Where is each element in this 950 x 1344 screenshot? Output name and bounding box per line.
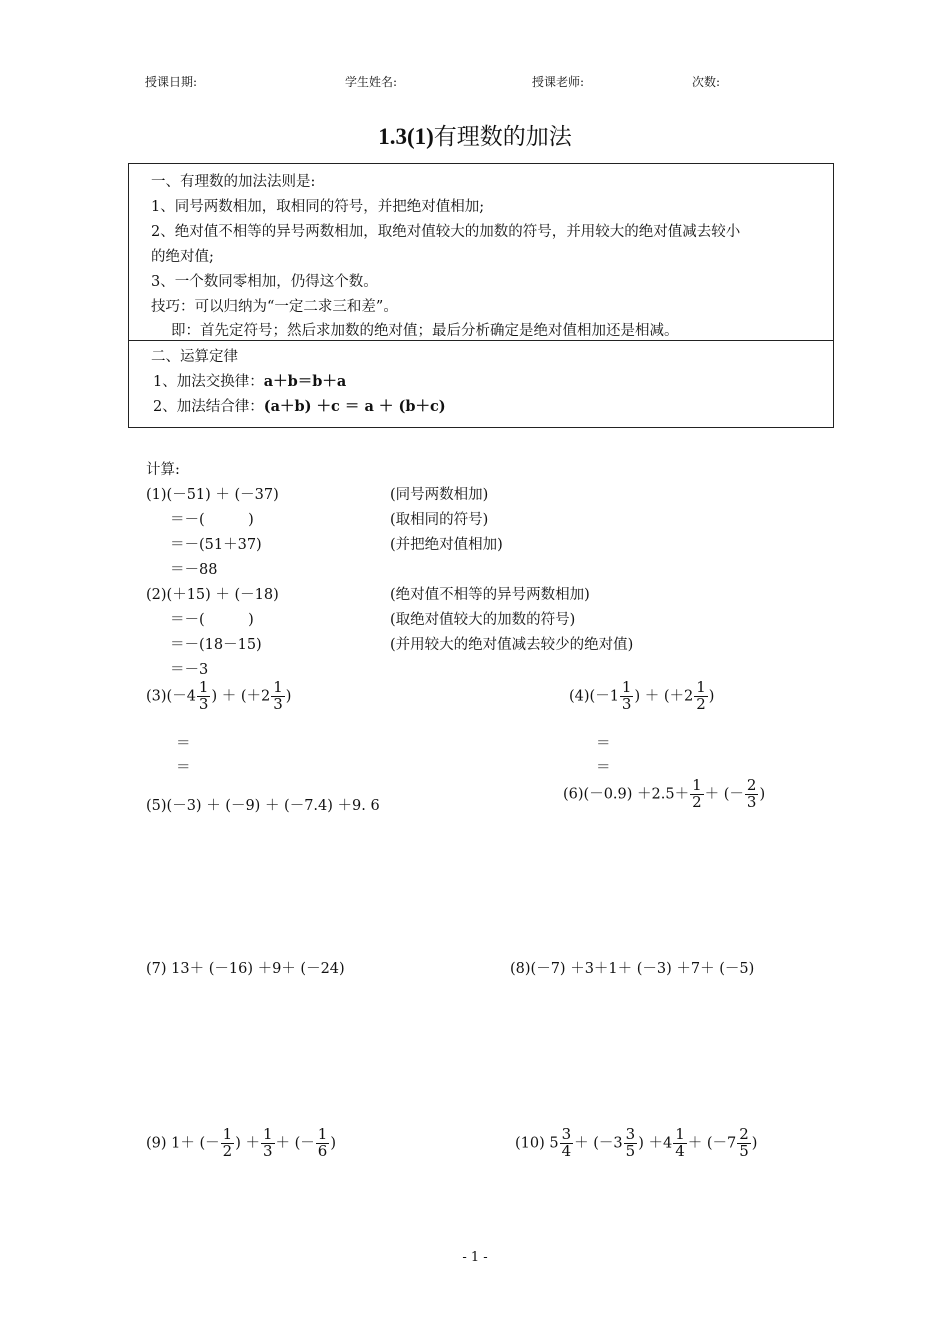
count-label: 次数: [692,75,721,89]
ex10-fraction-3 [673,1127,687,1160]
rule-2b: 的绝对值; [151,249,214,265]
numerator: 3 [625,1125,636,1143]
numerator: 1 [273,678,283,696]
page-number: - 1 - [462,1250,488,1265]
ex4-part: (4)(－1 [569,688,619,705]
ex10-fraction-2 [624,1127,638,1160]
ex3-fraction-1 [197,680,211,713]
ex3-equals-1: ＝ [176,736,191,752]
ex6-fraction-1 [690,778,704,811]
ex4-equals-2: ＝ [596,760,611,776]
teacher-label: 授课老师: [532,75,585,89]
ex10-fraction-1 [560,1127,574,1160]
ex1-line-1: (1)(－51) ＋ (－37) [146,487,279,503]
ex7-expression: (7) 13＋ (－16) ＋9＋ (－24) [146,961,345,977]
ex2-note-3: (并用较大的绝对值减去较少的绝对值) [390,637,634,653]
ex6-expression [563,778,765,811]
denominator: 2 [696,694,706,713]
ex2-note-2: (取绝对值较大的加数的符号) [390,612,576,628]
denominator: 4 [561,1141,572,1160]
ex10-part: ) ＋4 [638,1135,673,1152]
ex6-part: ＋ (－ [704,786,744,803]
ex3-fraction-2 [271,680,285,713]
numerator: 3 [561,1125,572,1143]
denominator: 2 [222,1141,233,1160]
numerator: 1 [198,678,209,696]
law-commutative [153,370,346,391]
student-label: 学生姓名: [345,75,398,89]
numerator: 2 [739,1125,749,1143]
ex3-equals-2: ＝ [176,760,191,776]
ex9-part: (9) 1＋ (－ [146,1135,220,1152]
ex8-expression: (8)(－7) ＋3＋1＋ (－3) ＋7＋ (－5) [510,961,755,977]
ex9-fraction-3 [316,1127,330,1160]
page-title [0,118,950,151]
ex6-fraction-2 [745,778,759,811]
title-text: 有理数的加法 [433,124,572,150]
ex10-part: ) [751,1135,758,1152]
laws-heading: 二、运算定律 [151,349,238,365]
ex9-part: ) [330,1135,337,1152]
law-2-formula: (a＋b) ＋c ＝ a ＋ (b＋c) [263,398,446,415]
law-2-label: 2、加法结合律： [153,399,264,415]
law-1-label: 1、加法交换律： [153,374,264,390]
ex9-expression [146,1127,336,1160]
ex1-note-1: (同号两数相加) [390,487,489,503]
ex1-line-2: ＝－( ) [170,512,254,528]
numerator: 1 [675,1125,685,1143]
laws-box [128,340,834,428]
ex3-expression [146,680,291,713]
tip-detail: 即：首先定符号；然后求加数的绝对值；最后分析确定是绝对值相加还是相减。 [171,323,679,339]
ex3-part: ) [285,688,292,705]
ex4-part: ) ＋ (＋2 [634,688,694,705]
ex4-equals-1: ＝ [596,736,611,752]
rule-2a: 2、绝对值不相等的异号两数相加，取绝对值较大的加数的符号，并用较大的绝对值减去较小 [151,224,741,240]
ex9-part: ＋ (－ [275,1135,315,1152]
law-1-formula: a＋b＝b＋a [263,373,347,390]
ex2-line-4: ＝－3 [170,662,209,678]
title-paren: (1) [406,124,434,149]
denominator: 2 [692,792,702,811]
numerator: 1 [621,678,632,696]
ex10-part: ＋ (－7 [687,1135,737,1152]
calc-label: 计算: [146,462,180,478]
ex2-line-3: ＝－(18－15) [170,637,262,653]
denominator: 5 [739,1141,749,1160]
ex1-note-2: (取相同的符号) [390,512,489,528]
ex10-part: (10) 5 [515,1135,559,1152]
numerator: 2 [746,776,757,794]
numerator: 1 [222,1125,233,1143]
ex6-part: ) [759,786,766,803]
numerator: 1 [696,678,706,696]
ex6-part: (6)(－0.9) ＋2.5＋ [563,786,690,803]
denominator: 3 [746,792,757,811]
ex1-line-4: ＝－88 [170,562,218,578]
numerator: 1 [317,1125,328,1143]
rule-3: 3、一个数同零相加，仍得这个数。 [151,274,378,290]
rules-box [128,163,834,341]
rules-heading: 一、有理数的加法法则是: [151,174,316,190]
ex9-part: ) ＋ [235,1135,260,1152]
denominator: 3 [621,694,632,713]
ex3-part: ) ＋ (＋2 [211,688,271,705]
denominator: 6 [317,1141,328,1160]
ex9-fraction-1 [221,1127,235,1160]
denominator: 3 [262,1141,273,1160]
rule-1: 1、同号两数相加，取相同的符号，并把绝对值相加; [151,199,485,215]
title-number: 1.3 [378,124,407,149]
ex10-expression [515,1127,757,1160]
denominator: 4 [675,1141,685,1160]
ex2-line-2: ＝－( ) [170,612,254,628]
denominator: 3 [273,694,283,713]
ex4-fraction-2 [694,680,708,713]
ex1-line-3: ＝－(51＋37) [170,537,262,553]
ex2-note-1: (绝对值不相等的异号两数相加) [390,587,590,603]
ex5-expression: (5)(－3) ＋ (－9) ＋ (－7.4) ＋9. 6 [146,798,380,814]
denominator: 5 [625,1141,636,1160]
tip: 技巧：可以归纳为“一定二求三和差”。 [151,299,398,315]
ex3-part: (3)(－4 [146,688,196,705]
ex1-note-3: (并把绝对值相加) [390,537,503,553]
numerator: 1 [692,776,702,794]
date-label: 授课日期: [145,75,198,89]
ex10-part: ＋ (－3 [574,1135,623,1152]
ex4-expression [569,680,714,713]
ex9-fraction-2 [261,1127,275,1160]
ex10-fraction-4 [737,1127,751,1160]
denominator: 3 [198,694,209,713]
ex2-line-1: (2)(＋15) ＋ (－18) [146,587,279,603]
ex4-fraction-1 [620,680,634,713]
ex4-part: ) [708,688,715,705]
law-associative [153,395,446,416]
numerator: 1 [262,1125,273,1143]
